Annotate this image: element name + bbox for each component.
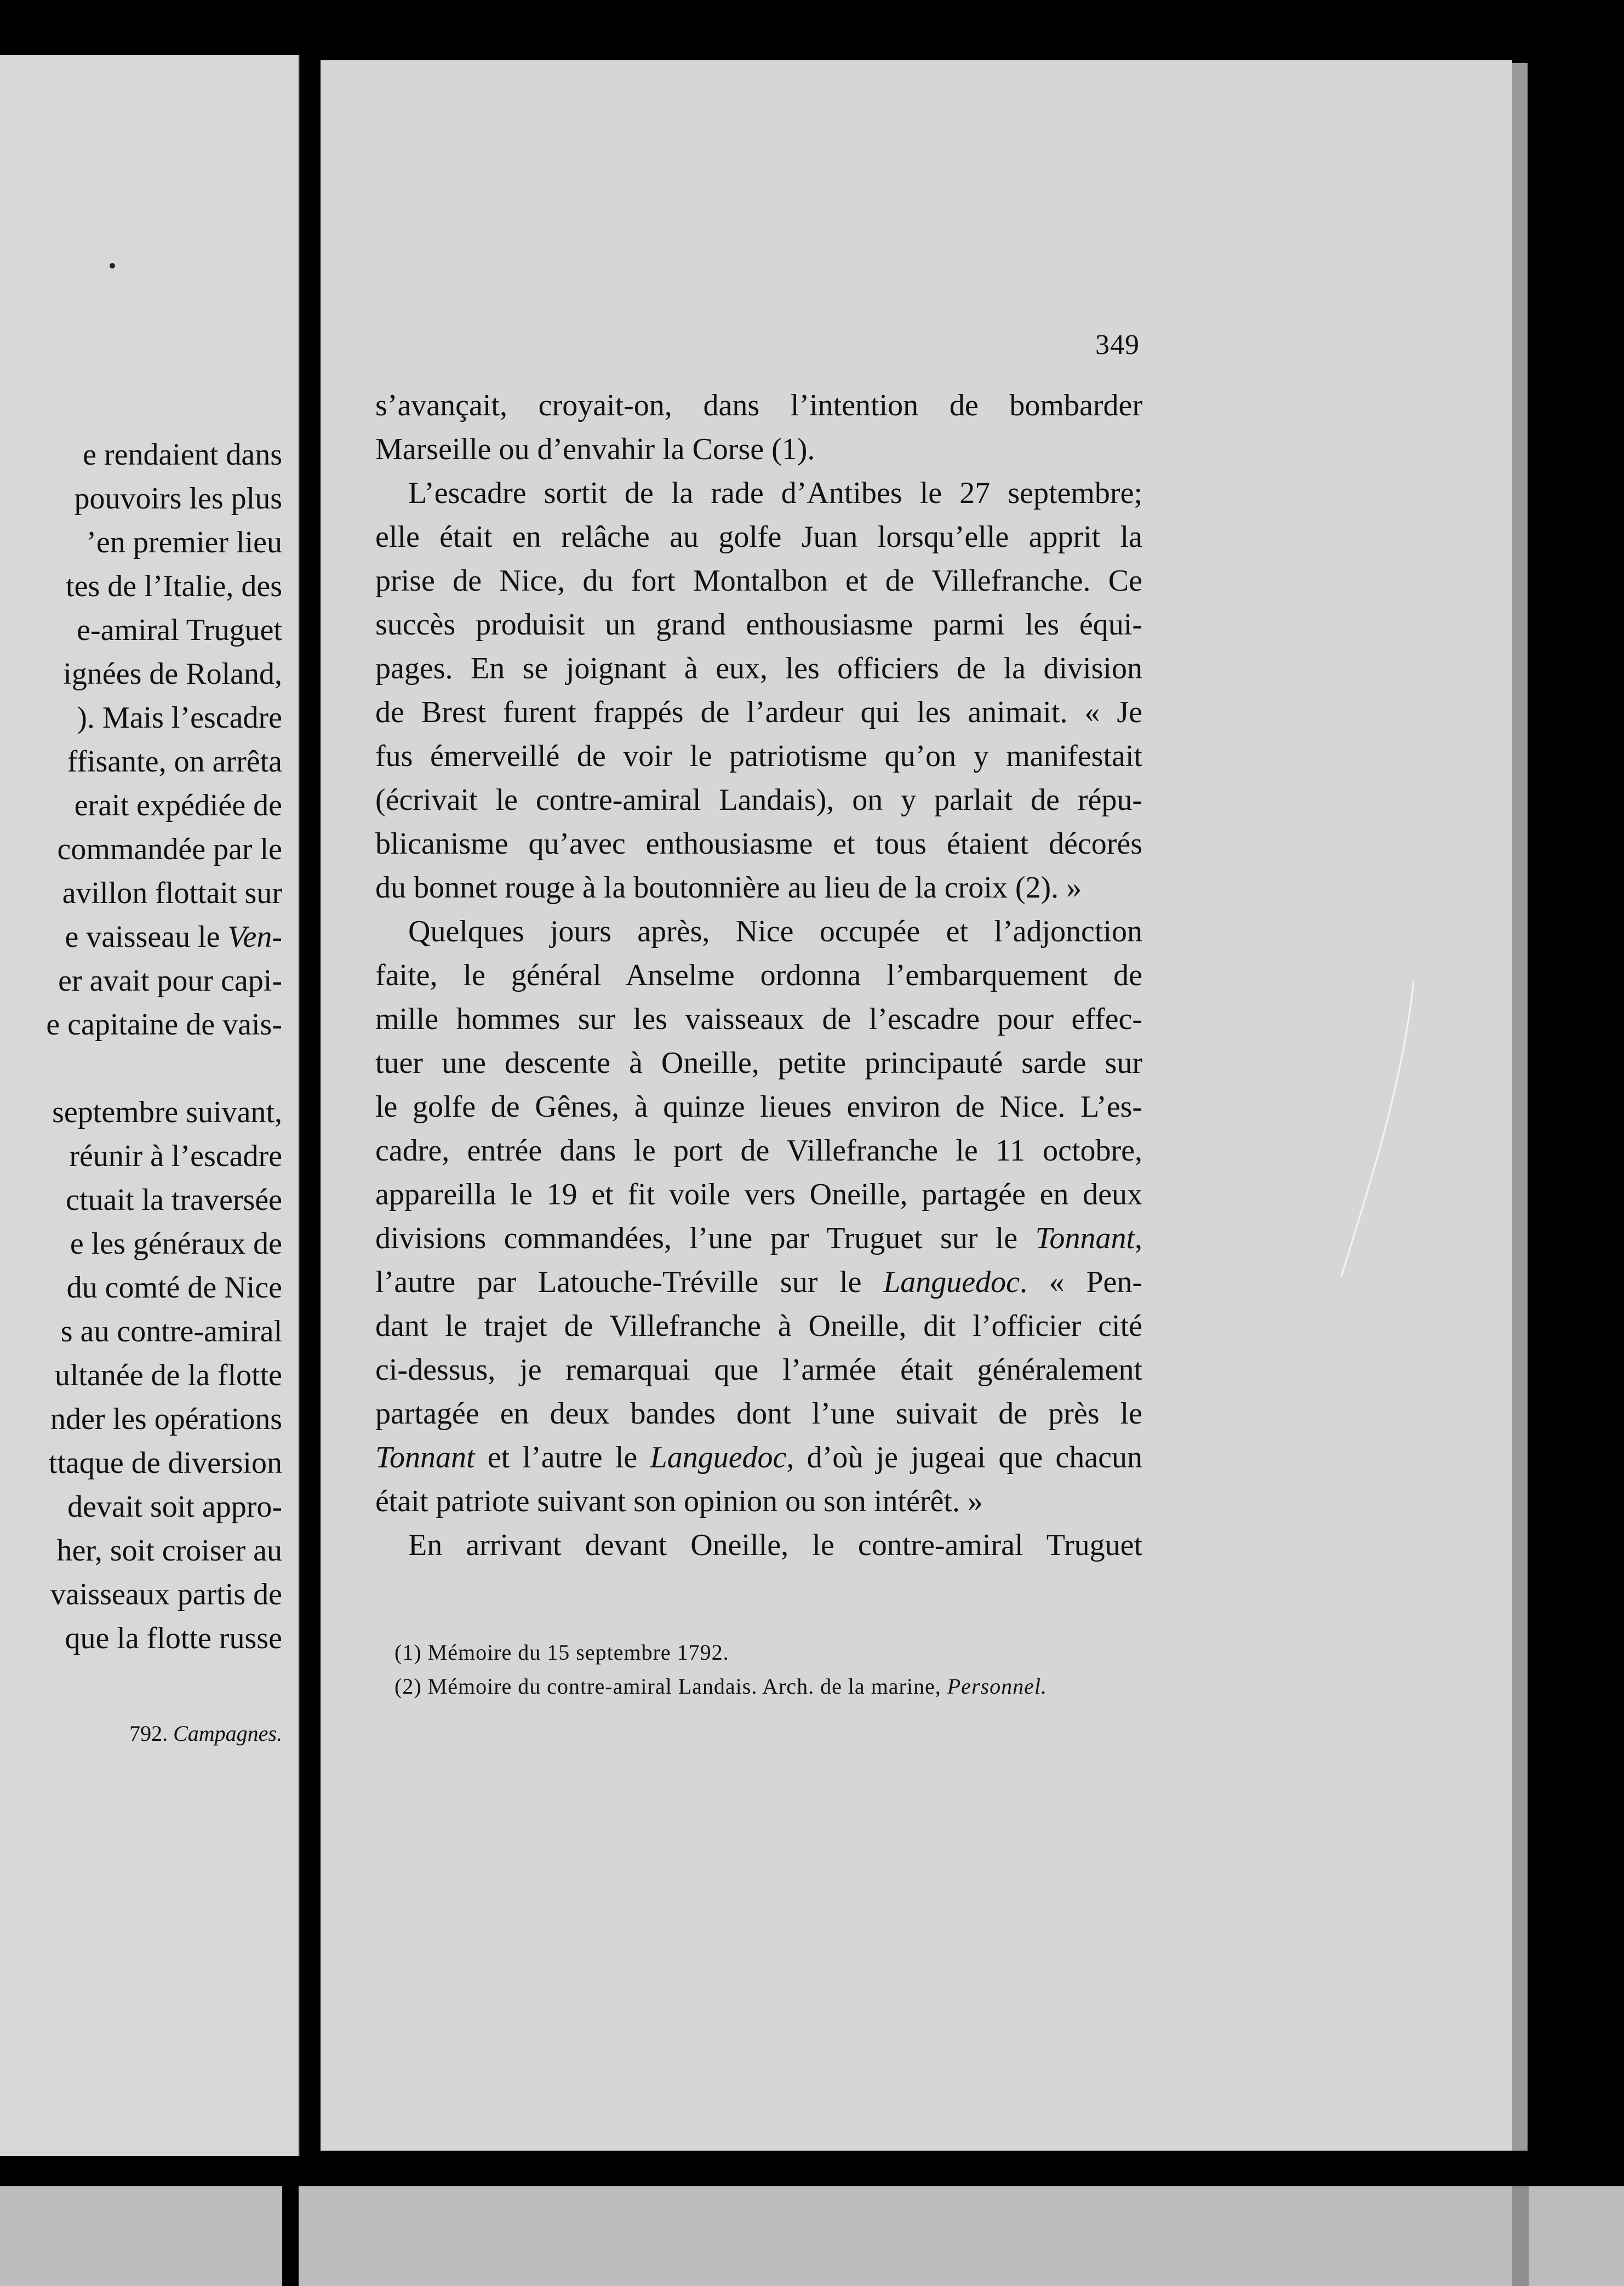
line-text: ignées de Roland, xyxy=(63,657,282,691)
footnotes xyxy=(394,1636,1162,1704)
text-line xyxy=(375,910,1142,953)
italic-text: Languedoc xyxy=(650,1441,787,1475)
line-text: mille hommes sur les vaisseaux de l’escadre pour effec- xyxy=(375,1002,1142,1036)
text-line xyxy=(375,384,1142,427)
text-line xyxy=(375,647,1142,690)
left-text-line xyxy=(0,871,299,915)
italic-text: Tonnant xyxy=(375,1441,475,1475)
line-text: ’en premier lieu xyxy=(86,525,282,559)
line-text: e vaisseau le xyxy=(65,920,228,954)
text-line xyxy=(375,690,1142,734)
left-text-line xyxy=(0,1616,299,1660)
text-line xyxy=(375,471,1142,515)
line-text: ttaque de diversion xyxy=(48,1446,282,1480)
line-text: (écrivait le contre-amiral Landais), on y parlait de répu- xyxy=(375,783,1142,817)
line-text: Quelques jours après, Nice occupée et l’adjonction xyxy=(408,915,1142,948)
left-text-line xyxy=(0,1353,299,1397)
left-text-line xyxy=(0,1441,299,1485)
line-text: fus émerveillé de voir le patriotisme qu’on y manifestait xyxy=(375,739,1142,773)
line-text: blicanisme qu’avec enthousiasme et tous étaient décorés xyxy=(375,827,1142,861)
left-text-line xyxy=(0,915,299,959)
line-text: s au contre-amiral xyxy=(60,1315,282,1348)
left-text-line xyxy=(0,564,299,608)
text-line xyxy=(375,1392,1142,1436)
line-text: , xyxy=(1135,1221,1142,1255)
text-line xyxy=(375,515,1142,559)
body-text xyxy=(375,384,1142,1567)
next-page-strip xyxy=(0,2186,1624,2286)
line-text: elle était en relâche au golfe Juan lorsqu’elle apprit la xyxy=(375,520,1142,554)
line-text: devait soit appro- xyxy=(67,1490,282,1524)
text-line xyxy=(375,1304,1142,1348)
text-line xyxy=(375,603,1142,647)
line-text: prise de Nice, du fort Montalbon et de Villefranche. Ce xyxy=(375,564,1142,598)
text-line xyxy=(375,559,1142,603)
italic-text: Languedoc xyxy=(883,1265,1020,1299)
text-line xyxy=(375,1129,1142,1173)
left-text-line xyxy=(0,1266,299,1310)
line-text: cadre, entrée dans le port de Villefranche le 11 octobre, xyxy=(375,1134,1142,1168)
line-text: de Brest furent frappés de l’ardeur qui les animait. « Je xyxy=(375,695,1142,729)
line-text: ffisante, on arrêta xyxy=(67,745,282,779)
line-text: vaisseaux partis de xyxy=(50,1578,282,1611)
left-text-line xyxy=(0,1529,299,1573)
line-text: était patriote suivant son opinion ou son intérêt. » xyxy=(375,1484,983,1518)
line-text: 792. xyxy=(129,1721,174,1746)
left-page-text xyxy=(0,433,299,1660)
text-line xyxy=(375,1173,1142,1216)
left-text-line xyxy=(0,1178,299,1222)
italic-text: Ven- xyxy=(227,920,282,954)
line-text: dant le trajet de Villefranche à Oneille, dit l’officier cité xyxy=(375,1309,1142,1343)
left-text-line xyxy=(0,696,299,740)
left-page xyxy=(0,55,300,2156)
text-line xyxy=(375,1436,1142,1479)
footnote xyxy=(394,1670,1162,1704)
line-text: . « Pen- xyxy=(1019,1265,1142,1299)
left-text-line xyxy=(0,1573,299,1616)
line-text: et l’autre le xyxy=(474,1441,650,1475)
line-text: En arrivant devant Oneille, le contre-amiral Truguet xyxy=(408,1528,1142,1562)
line-text: réunir à l’escadre xyxy=(69,1139,282,1173)
line-text: succès produisit un grand enthousiasme parmi les équi- xyxy=(375,608,1142,642)
line-text: e capitaine de vais- xyxy=(46,1008,282,1042)
left-text-line xyxy=(0,652,299,696)
text-line xyxy=(375,997,1142,1041)
left-text-line xyxy=(0,521,299,564)
italic-text: Campagnes. xyxy=(173,1721,282,1746)
left-text-line xyxy=(0,477,299,521)
line-text: avillon flottait sur xyxy=(62,876,282,910)
line-text: divisions commandées, l’une par Truguet sur le xyxy=(375,1221,1036,1255)
line-text: e rendaient dans xyxy=(83,438,282,472)
italic-text: Tonnant xyxy=(1035,1221,1135,1255)
left-text-line xyxy=(0,1090,299,1134)
line-text: du bonnet rouge à la boutonnière au lieu de la croix (2). » xyxy=(375,871,1082,905)
footnote xyxy=(394,1636,1162,1670)
text-line xyxy=(375,953,1142,997)
left-text-line xyxy=(0,827,299,871)
line-text: L’escadre sortit de la rade d’Antibes le 27 septembre; xyxy=(408,476,1142,510)
left-text-line xyxy=(0,608,299,652)
text-line xyxy=(375,734,1142,778)
left-text-line xyxy=(0,1222,299,1266)
left-text-line xyxy=(0,1310,299,1353)
ink-spot xyxy=(110,263,115,268)
line-text: erait expédiée de xyxy=(74,788,282,822)
line-text: du comté de Nice xyxy=(66,1271,282,1305)
line-text: ). Mais l’escadre xyxy=(77,701,282,735)
left-text-line xyxy=(0,1047,299,1090)
line-text: septembre suivant, xyxy=(52,1095,282,1129)
line-text: tes de l’Italie, des xyxy=(66,569,282,603)
line-text: tuer une descente à Oneille, petite principauté sarde sur xyxy=(375,1046,1142,1080)
text-line xyxy=(375,1085,1142,1129)
line-text: e les généraux de xyxy=(70,1227,282,1261)
text-line xyxy=(375,822,1142,866)
text-line xyxy=(375,1479,1142,1523)
line-text: ci-dessus, je remarquai que l’armée était généralement xyxy=(375,1353,1142,1387)
text-line xyxy=(375,427,1142,471)
left-text-line xyxy=(0,959,299,1003)
line-text: que la flotte russe xyxy=(65,1621,282,1655)
line-text: e-amiral Truguet xyxy=(77,613,282,647)
text-line xyxy=(375,778,1142,822)
left-text-line xyxy=(0,1397,299,1441)
line-text: pouvoirs les plus xyxy=(74,482,282,516)
text-line xyxy=(375,1260,1142,1304)
line-text: faite, le général Anselme ordonna l’embarquement de xyxy=(375,958,1142,992)
line-text: (2) Mémoire du contre-amiral Landais. Arch. de la marine, xyxy=(394,1674,947,1699)
text-line xyxy=(375,1041,1142,1085)
line-text: Marseille ou d’envahir la Corse (1). xyxy=(375,432,815,466)
page-number: 349 xyxy=(1095,329,1140,361)
text-line xyxy=(375,1216,1142,1260)
line-text: commandée par le xyxy=(57,832,282,866)
line-text: nder les opérations xyxy=(50,1402,282,1436)
line-text: l’autre par Latouche-Tréville sur le xyxy=(375,1265,884,1299)
left-text-line xyxy=(0,1485,299,1529)
left-text-line xyxy=(0,784,299,827)
line-text: pages. En se joignant à eux, les officiers de la division xyxy=(375,651,1142,685)
line-text: appareilla le 19 et fit voile vers Oneille, partagée en deux xyxy=(375,1178,1142,1211)
line-text: le golfe de Gênes, à quinze lieues environ de Nice. L’es- xyxy=(375,1090,1142,1124)
text-line xyxy=(375,866,1142,910)
left-text-line xyxy=(0,1134,299,1178)
left-page-footnote xyxy=(129,1721,282,1746)
italic-text: Personnel. xyxy=(947,1674,1047,1699)
line-text: ultanée de la flotte xyxy=(54,1358,282,1392)
line-text: s’avançait, croyait-on, dans l’intention de bombarder xyxy=(375,388,1142,422)
line-text: , d’où je jugeai que chacun xyxy=(786,1441,1142,1475)
film-scratch xyxy=(1337,975,1419,1282)
text-line xyxy=(375,1523,1142,1567)
line-text: (1) Mémoire du 15 septembre 1792. xyxy=(394,1640,729,1665)
text-line xyxy=(375,1348,1142,1392)
line-text: er avait pour capi- xyxy=(58,964,282,998)
left-text-line xyxy=(0,433,299,477)
line-text: ctuait la traversée xyxy=(66,1183,282,1217)
left-text-line xyxy=(0,740,299,784)
page-edge xyxy=(1512,63,1528,2151)
line-text: her, soit croiser au xyxy=(56,1534,282,1568)
left-text-line xyxy=(0,1003,299,1047)
line-text: partagée en deux bandes dont l’une suivait de près le xyxy=(375,1397,1142,1431)
